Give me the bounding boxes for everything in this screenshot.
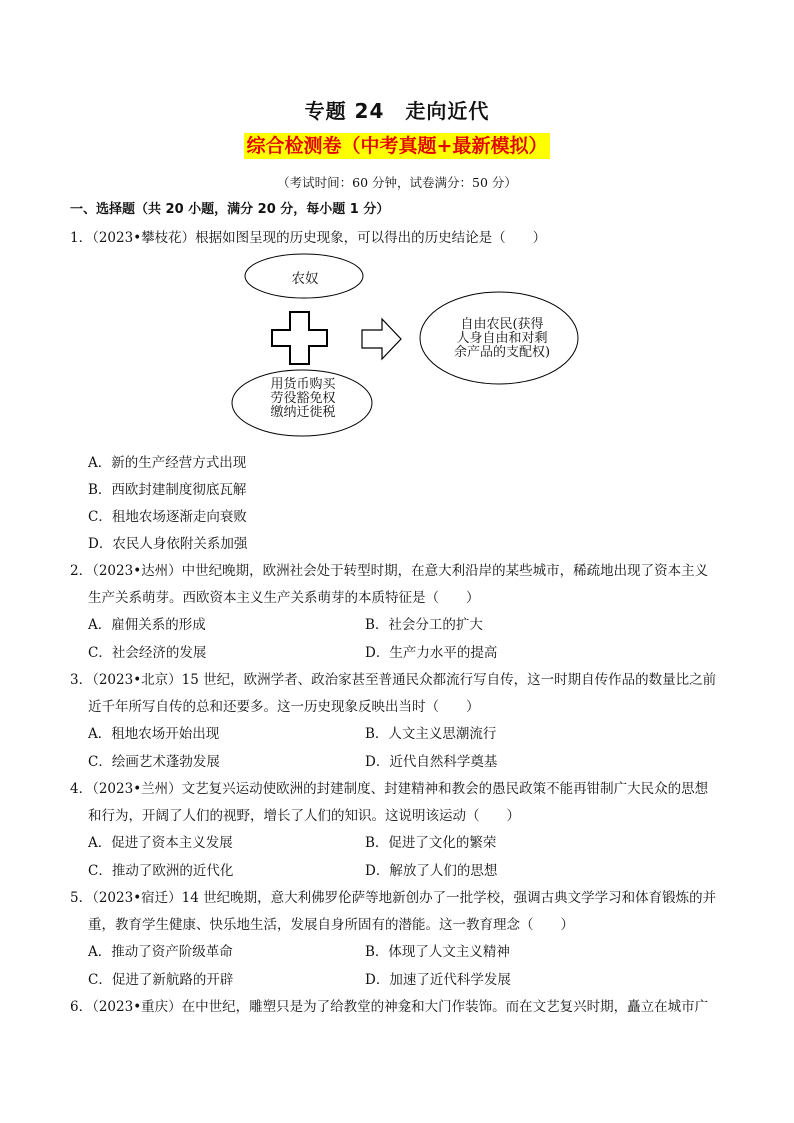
question-5-stem: 5．（2023•宿迁）14 世纪晚期，意大利佛罗伦萨等地新创办了一批学校，强调古典文学学习和体育锻炼的并	[70, 890, 717, 906]
buy-line: 用货币购买	[270, 377, 336, 392]
question-6-stem: 6．（2023•重庆）在中世纪，雕塑只是为了给教堂的神龛和大门作装饰。而在文艺复兴时期，矗立在城市广	[70, 999, 709, 1015]
q1-option-a: A．新的生产经营方式出现	[88, 455, 247, 471]
buy-text	[262, 378, 344, 420]
q4-option-a: A．促进了资本主义发展	[88, 835, 233, 851]
q5-option-a: A．推动了资产阶级革命	[88, 944, 233, 960]
q3-option-d: D．近代自然科学奠基	[365, 754, 498, 770]
q5-option-b: B．体现了人文主义精神	[365, 944, 510, 960]
page-title: 专题 24 走向近代	[304, 99, 490, 123]
q3-option-c: C．绘画艺术蓬勃发展	[88, 754, 220, 770]
free-line: 余产品的支配权)	[453, 345, 551, 360]
q3-option-b: B．人文主义思潮流行	[365, 726, 497, 742]
question-2-stem-cont: 生产关系萌芽。西欧资本主义生产关系萌芽的本质特征是（ ）	[88, 590, 480, 606]
question-4-stem-cont: 和行为，开阔了人们的视野，增长了人们的知识。这说明该运动（ ）	[88, 808, 520, 824]
right-arrow-icon	[362, 319, 401, 359]
q5-option-d: D．加速了近代科学发展	[365, 972, 511, 988]
q1-option-d: D．农民人身依附关系加强	[88, 536, 248, 552]
q5-option-c: C．促进了新航路的开辟	[88, 972, 234, 988]
q4-option-b: B．促进了文化的繁荣	[365, 835, 497, 851]
question-1-stem: 1．（2023•攀枝花）根据如图呈现的历史现象，可以得出的历史结论是（ ）	[70, 230, 547, 246]
exam-info: （考试时间：60 分钟，试卷满分：50 分）	[277, 175, 517, 190]
free-farmer-text	[447, 318, 557, 360]
free-line: 自由农民(获得	[460, 317, 544, 332]
question-3-stem: 3．（2023•北京）15 世纪，欧洲学者、政治家甚至普通民众都流行写自传，这一时期自传作品的数量比之前	[70, 672, 717, 688]
q1-option-c: C．租地农场逐渐走向衰败	[88, 509, 247, 525]
question-4-stem: 4．（2023•兰州）文艺复兴运动使欧洲的封建制度、封建精神和教会的愚民政策不能再钳制广大民众的思想	[70, 781, 709, 797]
serf-label: 农奴	[291, 271, 319, 287]
section-heading: 一、选择题（共 20 小题，满分 20 分，每小题 1 分）	[70, 202, 390, 217]
q1-option-b: B．西欧封建制度彻底瓦解	[88, 482, 247, 498]
page-subtitle: 综合检测卷（中考真题+最新模拟）	[244, 133, 551, 159]
free-line: 人身自由和对剩	[456, 331, 548, 346]
question-2-stem: 2．（2023•达州）中世纪晚期，欧洲社会处于转型时期，在意大利沿岸的某些城市，稀疏地出现了资本主义	[70, 563, 709, 579]
q4-option-d: D．解放了人们的思想	[365, 863, 498, 879]
plus-icon	[272, 312, 327, 364]
buy-line: 劳役豁免权	[270, 391, 336, 406]
buy-line: 缴纳迁徙税	[270, 405, 336, 420]
q2-option-c: C．社会经济的发展	[88, 645, 207, 661]
q2-option-a: A．雇佣关系的形成	[88, 617, 206, 633]
q2-option-d: D．生产力水平的提高	[365, 645, 498, 661]
q2-option-b: B．社会分工的扩大	[365, 617, 483, 633]
q4-option-c: C．推动了欧洲的近代化	[88, 863, 234, 879]
question-5-stem-cont: 重，教育学生健康、快乐地生活，发展自身所固有的潜能。这一教育理念（ ）	[88, 917, 574, 933]
question-3-stem-cont: 近千年所写自传的总和还要多。这一历史现象反映出当时（ ）	[88, 699, 480, 715]
q3-option-a: A．租地农场开始出现	[88, 726, 220, 742]
